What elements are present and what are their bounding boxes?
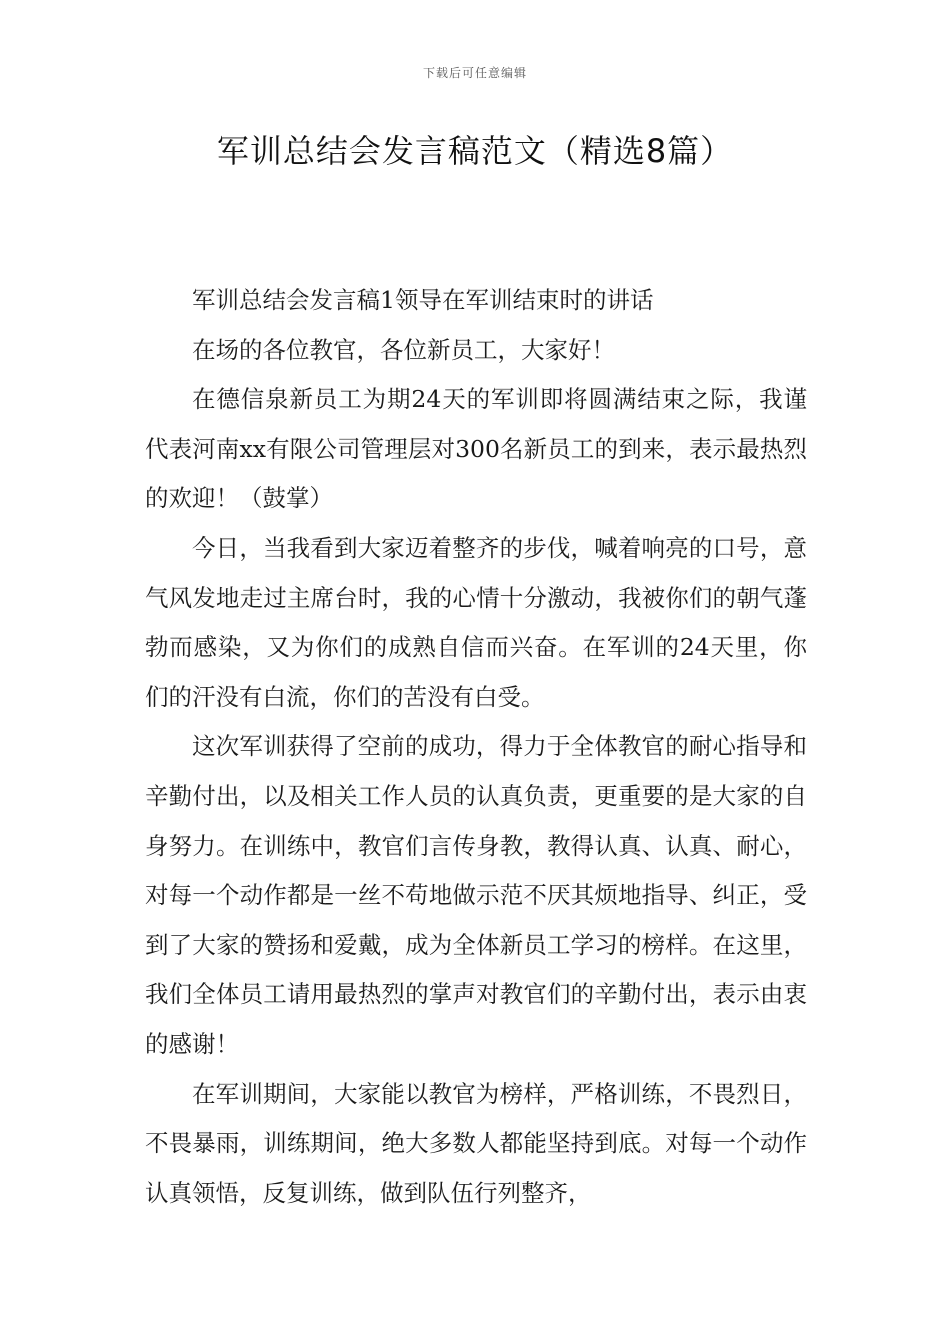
paragraph-2: 在场的各位教官，各位新员工，大家好！ [192,335,615,364]
document-body [145,276,807,1218]
paragraph-5: 这次军训获得了空前的成功，得力于全体教官的耐心指导和辛勤付出，以及相关工作人员的认真负责，更重要的是大家的自身努力。在训练中，教官们言传身教，教得认真、认真、耐心，对每一个动作都是一丝不苟地做示范不厌其烦地指导、纠正，受到了大家的赞扬和爱戴，成为全体新员工学习的榜样。在这里，我们全体员工请用最热烈的掌声对教官们的辛勤付出，表示由衷的感谢！ [145,732,807,1058]
paragraph-4: 今日，当我看到大家迈着整齐的步伐，喊着响亮的口号，意气风发地走过主席台时，我的心情十分激动，我被你们的朝气蓬勃而感染，又为你们的成熟自信而兴奋。在军训的24天里，你们的汗没有白流，你们的苦没有白受。 [145,533,807,711]
paragraph-1: 军训总结会发言稿1领导在军训结束时的讲话 [192,286,654,314]
document-title: 军训总结会发言稿范文（精选8篇） [216,132,734,170]
header-note: 下载后可任意编辑 [422,66,527,80]
paragraph-3: 在德信泉新员工为期24天的军训即将圆满结束之际，我谨代表河南xx有限公司管理层对300名新员工的到来，表示最热烈的欢迎！（鼓掌） [145,385,807,513]
paragraph-6: 在军训期间，大家能以教官为榜样，严格训练，不畏烈日，不畏暴雨，训练期间，绝大多数人都能坚持到底。对每一个动作认真领悟，反复训练，做到队伍行列整齐， [145,1079,807,1207]
